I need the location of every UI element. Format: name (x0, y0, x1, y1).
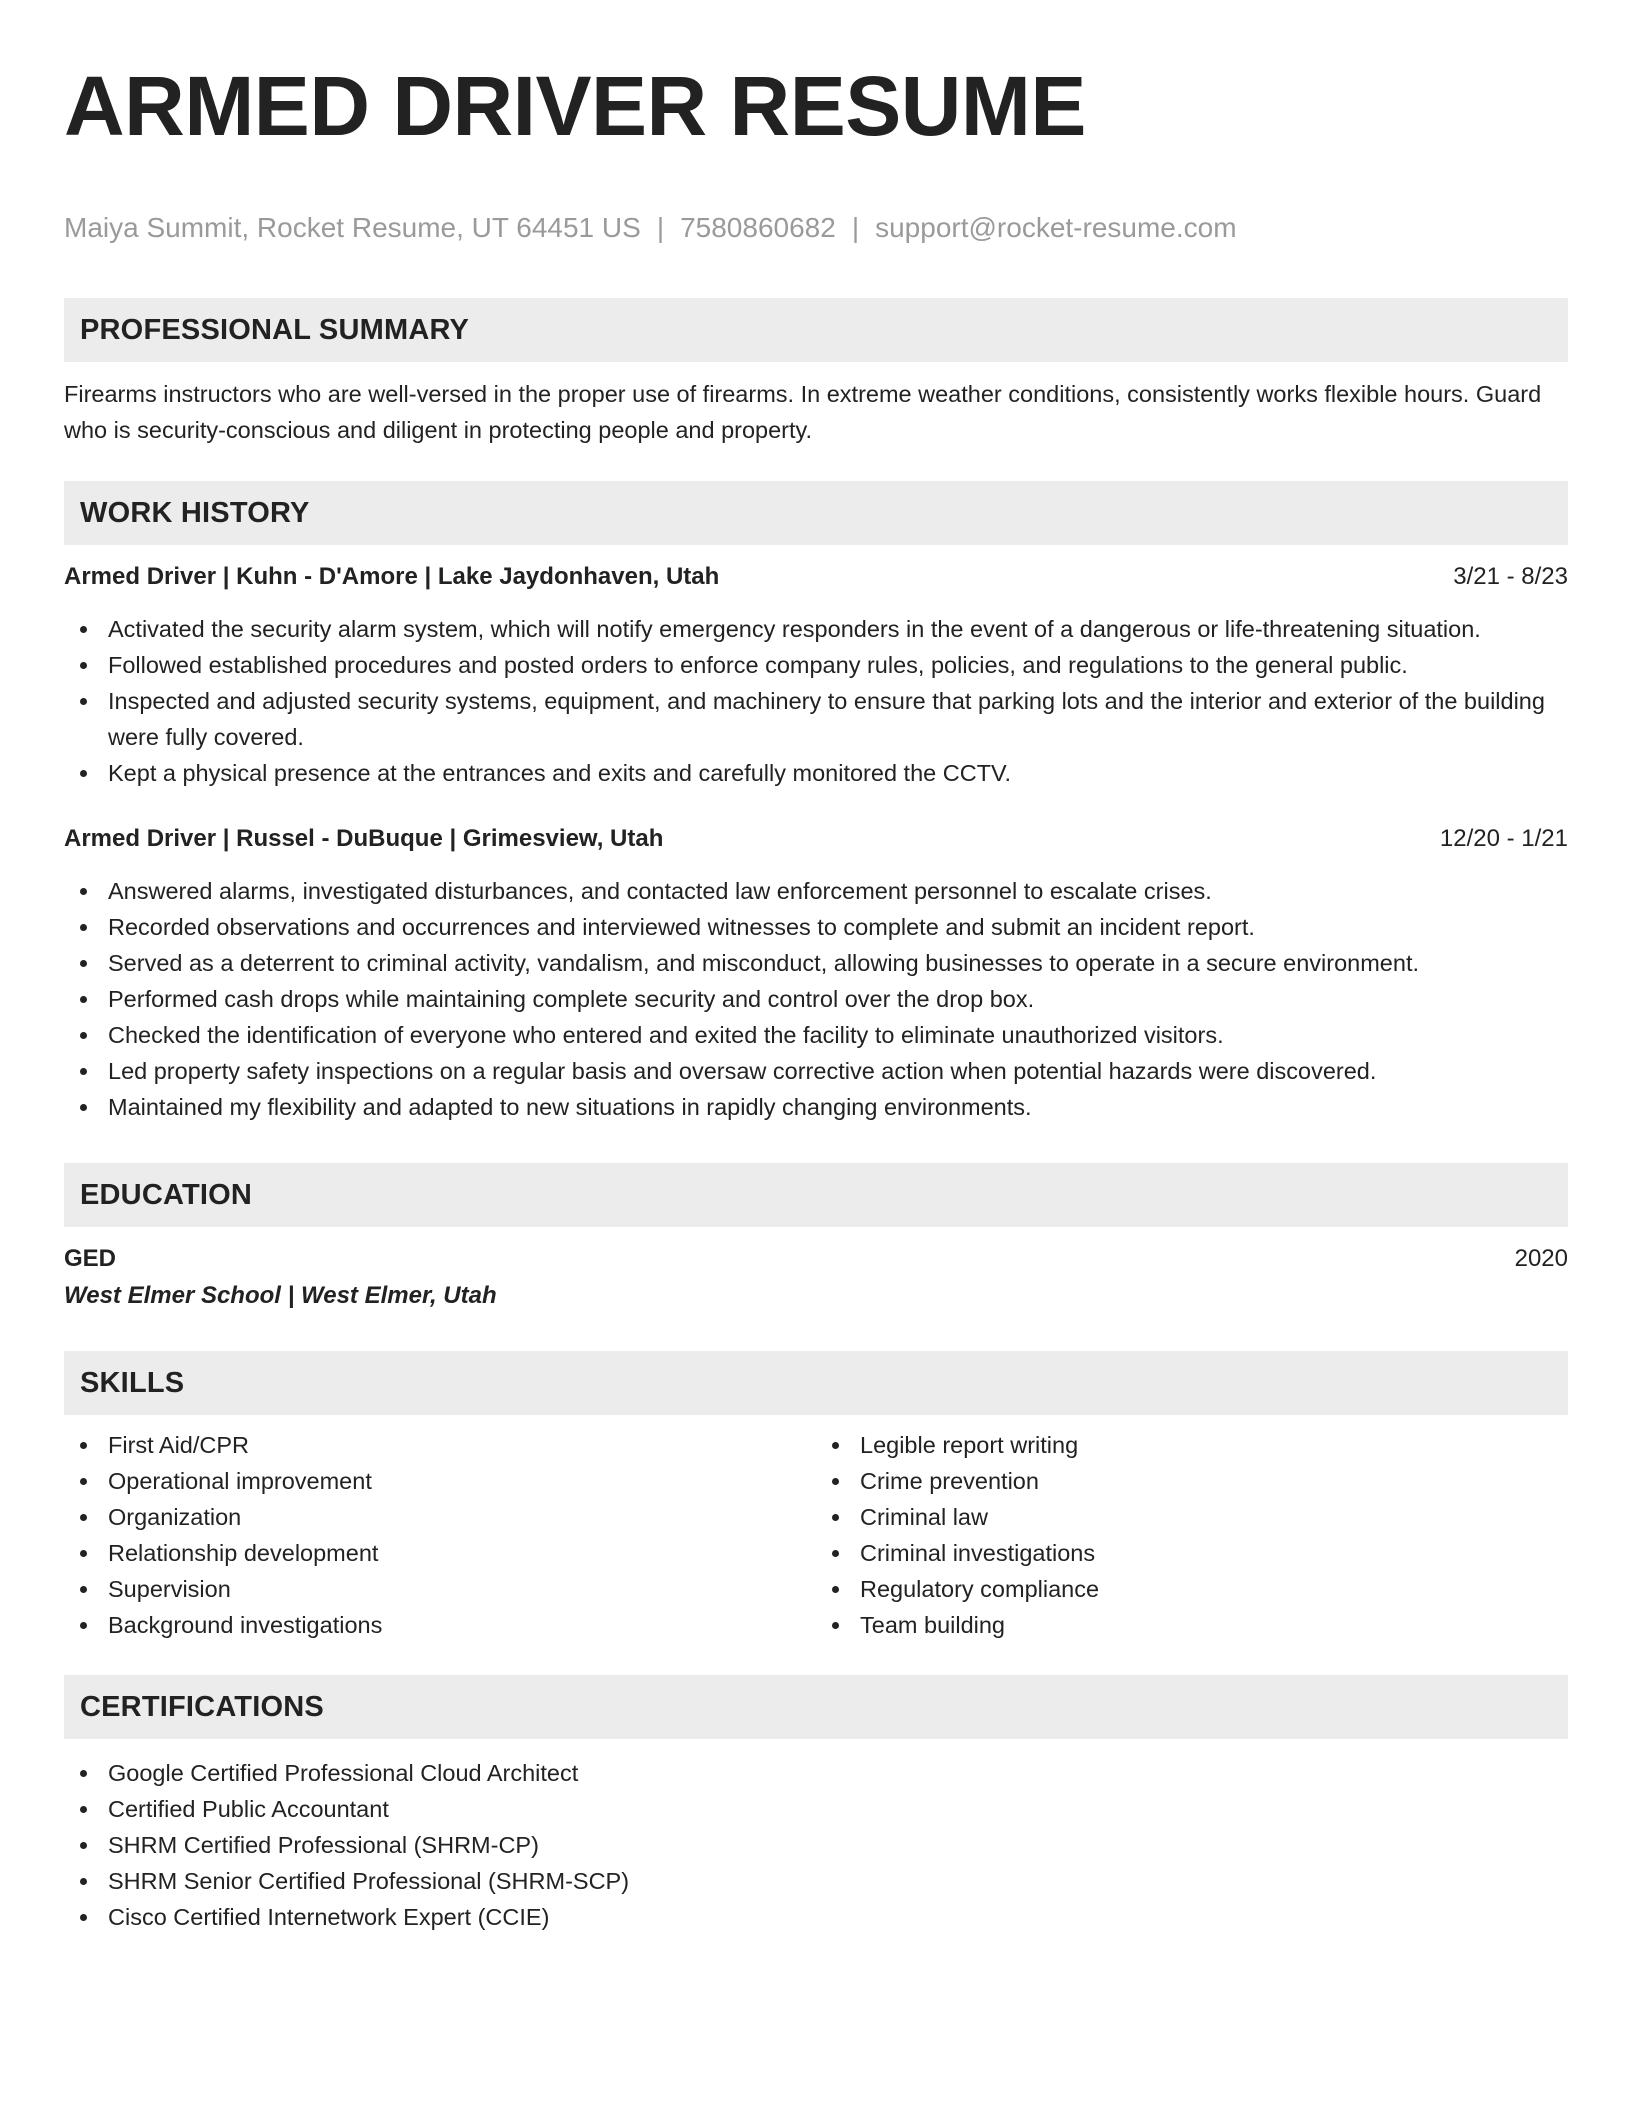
list-item: Recorded observations and occurrences and interviewed witnesses to complete and submit an incident report. (64, 909, 1568, 945)
education-school: West Elmer School | West Elmer, Utah (64, 1282, 497, 1309)
list-item: Kept a physical presence at the entrances and exits and carefully monitored the CCTV. (64, 755, 1568, 791)
contact-address: Maiya Summit, Rocket Resume, UT 64451 US (64, 212, 641, 243)
list-item: Activated the security alarm system, which will notify emergency responders in the event of a dangerous or life-threatening situation. (64, 611, 1568, 647)
contact-separator: | (851, 212, 860, 243)
list-item: Performed cash drops while maintaining complete security and control over the drop box. (64, 981, 1568, 1017)
job-entry (64, 821, 1568, 1125)
job-header (64, 821, 1568, 857)
list-item: Checked the identification of everyone who entered and exited the facility to eliminate unauthorized visitors. (64, 1017, 1568, 1053)
list-item: Answered alarms, investigated disturbances, and contacted law enforcement personnel to escalate crises. (64, 873, 1568, 909)
education-section-header (64, 1163, 1568, 1227)
list-item: Google Certified Professional Cloud Architect (64, 1755, 1568, 1791)
list-item: Served as a deterrent to criminal activity, vandalism, and misconduct, allowing businesses to operate in a secure environment. (64, 945, 1568, 981)
contact-line (64, 208, 1568, 248)
education-heading: EDUCATION (80, 1178, 253, 1211)
list-item: SHRM Certified Professional (SHRM-CP) (64, 1827, 1568, 1863)
list-item: Crime prevention (816, 1463, 1568, 1499)
certifications-heading: CERTIFICATIONS (80, 1690, 324, 1723)
job-entry (64, 559, 1568, 791)
job-title: Armed Driver | Kuhn - D'Amore | Lake Jaydonhaven, Utah (64, 563, 720, 590)
work-section-header (64, 481, 1568, 545)
list-item: Operational improvement (64, 1463, 816, 1499)
education-entry (64, 1241, 1568, 1315)
list-item: SHRM Senior Certified Professional (SHRM-SCP) (64, 1863, 1568, 1899)
education-year: 2020 (1514, 1245, 1568, 1272)
job-dates: 12/20 - 1/21 (1439, 825, 1568, 852)
contact-email: support@rocket-resume.com (875, 212, 1237, 243)
list-item: Followed established procedures and posted orders to enforce company rules, policies, and regulations to the general public. (64, 647, 1568, 683)
job-dates: 3/21 - 8/23 (1453, 563, 1568, 590)
list-item: Certified Public Accountant (64, 1791, 1568, 1827)
list-item: Inspected and adjusted security systems, equipment, and machinery to ensure that parking lots and the interior and exterior of the building were fully covered. (64, 683, 1568, 755)
work-heading: WORK HISTORY (80, 496, 310, 529)
list-item: Organization (64, 1499, 816, 1535)
list-item: Cisco Certified Internetwork Expert (CCIE) (64, 1899, 1568, 1935)
list-item: Criminal law (816, 1499, 1568, 1535)
certifications-section-header (64, 1675, 1568, 1739)
summary-text: Firearms instructors who are well-versed in the proper use of firearms. In extreme weather conditions, consistently works flexible hours. Guard who is security-conscious and diligent in protecting people and property. (64, 381, 1542, 443)
list-item: Maintained my flexibility and adapted to new situations in rapidly changing environments. (64, 1089, 1568, 1125)
list-item: Team building (816, 1607, 1568, 1643)
job-duties-list (64, 611, 1568, 791)
list-item: First Aid/CPR (64, 1427, 816, 1463)
job-header (64, 559, 1568, 595)
list-item: Relationship development (64, 1535, 816, 1571)
list-item: Regulatory compliance (816, 1571, 1568, 1607)
resume-title: ARMED DRIVER RESUME (64, 59, 1086, 153)
list-item: Legible report writing (816, 1427, 1568, 1463)
skills-columns (64, 1427, 1568, 1643)
contact-separator: | (656, 212, 665, 243)
education-header (64, 1241, 1568, 1277)
list-item: Supervision (64, 1571, 816, 1607)
summary-heading: PROFESSIONAL SUMMARY (80, 313, 470, 346)
contact-phone: 7580860682 (680, 212, 836, 243)
job-duties-list (64, 873, 1568, 1125)
skills-heading: SKILLS (80, 1366, 185, 1399)
skills-list-left (64, 1427, 816, 1643)
list-item: Criminal investigations (816, 1535, 1568, 1571)
list-item: Led property safety inspections on a regular basis and oversaw corrective action when potential hazards were discovered. (64, 1053, 1568, 1089)
job-title: Armed Driver | Russel - DuBuque | Grimesview, Utah (64, 825, 664, 852)
education-degree: GED (64, 1245, 117, 1272)
skills-list-right (816, 1427, 1568, 1643)
list-item: Background investigations (64, 1607, 816, 1643)
summary-section-header (64, 298, 1568, 362)
skills-section-header (64, 1351, 1568, 1415)
certifications-list (64, 1755, 1568, 1935)
